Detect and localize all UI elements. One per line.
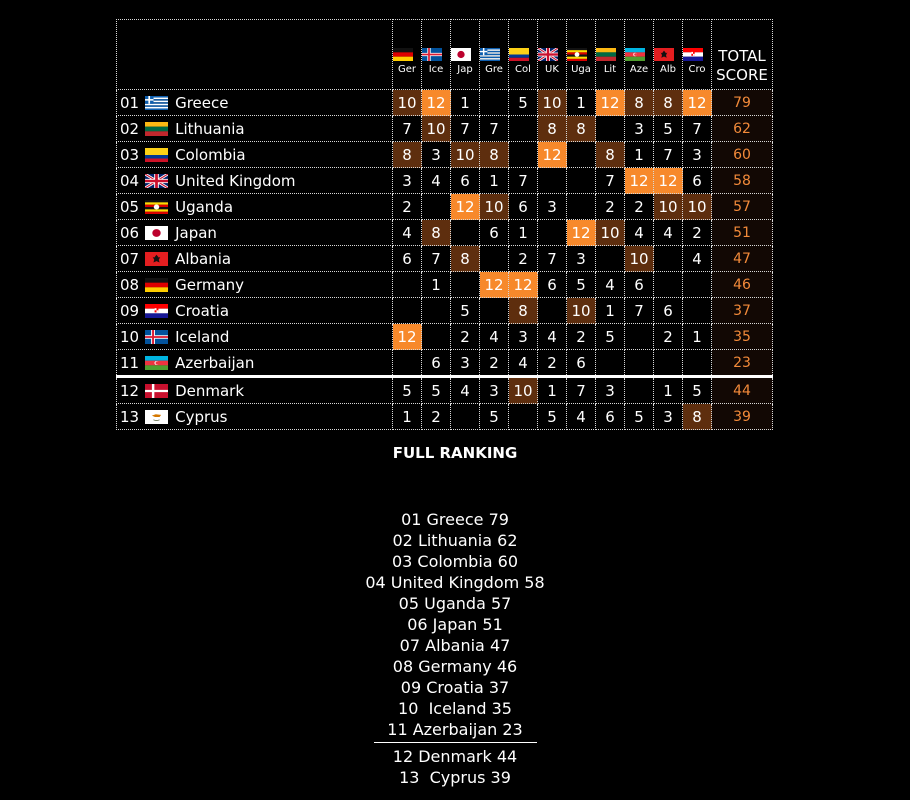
score-cell: 5: [567, 272, 596, 298]
header-corner-cell: [117, 20, 393, 90]
country-cell: [117, 298, 393, 324]
score-cell: [596, 350, 625, 377]
country-cell: [117, 220, 393, 246]
jury-header-label: Uga: [571, 64, 591, 75]
country-cell: [117, 377, 393, 404]
score-cell: 5: [683, 377, 712, 404]
score-cell: 10: [393, 90, 422, 116]
rank-number: 12: [120, 381, 140, 400]
flag-albania-icon: [654, 48, 682, 61]
country-name: Japan: [175, 223, 217, 242]
rank-number: 10: [120, 327, 140, 346]
flag-azerbaijan-icon: [145, 356, 168, 370]
ranking-line: 06 Japan 51: [407, 615, 503, 634]
score-cell: [683, 272, 712, 298]
ranking-line: 08 Germany 46: [392, 657, 518, 676]
ranking-line: 09 Croatia 37: [400, 678, 510, 697]
jury-header-label: Ger: [397, 64, 416, 75]
score-cell: [654, 272, 683, 298]
score-cell: 10: [480, 194, 509, 220]
scoreboard-table: [116, 19, 773, 430]
score-cell: [451, 220, 480, 246]
score-cell: 1: [480, 168, 509, 194]
table-row: [117, 350, 773, 377]
table-row: [117, 272, 773, 298]
score-cell: 7: [509, 168, 538, 194]
score-cell: 2: [422, 404, 451, 430]
score-cell: [654, 350, 683, 377]
ranking-line: 11 Azerbaijan 23: [387, 720, 523, 739]
score-cell: 4: [422, 168, 451, 194]
ranking-line: 03 Colombia 60: [391, 552, 519, 571]
score-cell: 6: [683, 168, 712, 194]
score-cell: 10: [596, 220, 625, 246]
total-score-cell: 46: [712, 272, 773, 298]
score-cell: 10: [538, 90, 567, 116]
scoreboard-header-row: [117, 20, 773, 90]
scoreboard-body: [117, 90, 773, 430]
score-cell: 5: [509, 90, 538, 116]
score-cell: 4: [625, 220, 654, 246]
jury-header-gre: [480, 20, 509, 90]
flag-united-kingdom-icon: [145, 174, 168, 188]
score-cell: [509, 142, 538, 168]
score-cell: 7: [538, 246, 567, 272]
score-cell: [422, 194, 451, 220]
rank-number: 02: [120, 119, 140, 138]
ranking-line: 07 Albania 47: [399, 636, 511, 655]
total-score-header: [712, 20, 773, 90]
score-cell: [625, 350, 654, 377]
flag-iceland-icon: [422, 48, 450, 61]
ranking-line: 12 Denmark 44: [392, 747, 518, 766]
flag-croatia-icon: [683, 48, 711, 61]
flag-croatia-icon: [145, 304, 168, 318]
score-cell: 8: [683, 404, 712, 430]
jury-header-aze: [625, 20, 654, 90]
flag-greece-icon: [145, 96, 168, 110]
score-cell: 1: [422, 272, 451, 298]
score-cell: [654, 246, 683, 272]
flag-uganda-icon: [145, 200, 168, 214]
score-cell: 4: [596, 272, 625, 298]
jury-header-label: Ice: [428, 64, 444, 75]
score-cell: 7: [567, 377, 596, 404]
rank-number: 08: [120, 275, 140, 294]
score-cell: 8: [509, 298, 538, 324]
score-cell: 8: [393, 142, 422, 168]
ranking-line: 10 Iceland 35: [398, 699, 512, 718]
score-cell: 7: [654, 142, 683, 168]
score-cell: 4: [393, 220, 422, 246]
country-name: Germany: [175, 275, 245, 294]
flag-japan-icon: [451, 48, 479, 61]
score-cell: 7: [451, 116, 480, 142]
score-cell: [567, 142, 596, 168]
flag-united-kingdom-icon: [538, 48, 566, 61]
flag-germany-icon: [145, 278, 168, 292]
score-cell: 1: [654, 377, 683, 404]
flag-albania-icon: [145, 252, 168, 266]
score-cell: 5: [625, 404, 654, 430]
score-cell: 10: [451, 142, 480, 168]
score-cell: 12: [538, 142, 567, 168]
score-cell: [480, 298, 509, 324]
score-cell: 3: [596, 377, 625, 404]
table-row: [117, 324, 773, 350]
score-cell: [480, 90, 509, 116]
country-name: Denmark: [175, 381, 245, 400]
table-row: [117, 116, 773, 142]
jury-header-cro: [683, 20, 712, 90]
score-cell: 6: [509, 194, 538, 220]
table-row: [117, 142, 773, 168]
table-row: [117, 194, 773, 220]
total-score-cell: 47: [712, 246, 773, 272]
score-cell: 5: [422, 377, 451, 404]
total-score-cell: 39: [712, 404, 773, 430]
jury-header-lit: [596, 20, 625, 90]
country-name: Albania: [175, 249, 232, 268]
score-cell: 3: [538, 194, 567, 220]
score-cell: 1: [596, 298, 625, 324]
score-cell: 8: [625, 90, 654, 116]
score-cell: 2: [480, 350, 509, 377]
score-cell: 3: [683, 142, 712, 168]
total-score-cell: 51: [712, 220, 773, 246]
score-cell: 8: [480, 142, 509, 168]
flag-lithuania-icon: [145, 122, 168, 136]
score-cell: 8: [654, 90, 683, 116]
table-row: [117, 168, 773, 194]
table-row: [117, 298, 773, 324]
score-cell: 12: [509, 272, 538, 298]
country-name: Lithuania: [175, 119, 245, 138]
flag-iceland-icon: [145, 330, 168, 344]
score-cell: 2: [567, 324, 596, 350]
score-cell: 1: [567, 90, 596, 116]
score-cell: 12: [480, 272, 509, 298]
jury-header-col: [509, 20, 538, 90]
country-cell: [117, 194, 393, 220]
country-cell: [117, 116, 393, 142]
score-cell: 10: [509, 377, 538, 404]
score-cell: 12: [683, 90, 712, 116]
score-cell: 4: [654, 220, 683, 246]
score-cell: 1: [393, 404, 422, 430]
score-cell: 7: [683, 116, 712, 142]
score-cell: [393, 350, 422, 377]
score-cell: 6: [654, 298, 683, 324]
country-cell: [117, 90, 393, 116]
flag-azerbaijan-icon: [625, 48, 653, 61]
score-cell: 7: [596, 168, 625, 194]
country-name: Croatia: [175, 301, 230, 320]
score-cell: 12: [567, 220, 596, 246]
ranking-divider: [374, 742, 537, 743]
score-cell: 8: [596, 142, 625, 168]
rank-number: 13: [120, 407, 140, 426]
country-name: Azerbaijan: [175, 353, 255, 372]
total-score-cell: 58: [712, 168, 773, 194]
score-cell: 6: [480, 220, 509, 246]
total-score-cell: 35: [712, 324, 773, 350]
country-name: Greece: [175, 93, 229, 112]
jury-header-label: UK: [545, 64, 559, 75]
score-cell: 5: [654, 116, 683, 142]
jury-header-uga: [567, 20, 596, 90]
country-name: Iceland: [175, 327, 230, 346]
score-cell: [625, 324, 654, 350]
score-cell: 10: [567, 298, 596, 324]
ranking-line: 01 Greece 79: [401, 510, 509, 529]
ranking-line: 13 Cyprus 39: [399, 768, 511, 787]
country-cell: [117, 324, 393, 350]
score-cell: [422, 298, 451, 324]
jury-header-label: Lit: [603, 64, 617, 75]
score-cell: 7: [393, 116, 422, 142]
country-cell: [117, 350, 393, 377]
score-cell: 1: [625, 142, 654, 168]
jury-header-ger: [393, 20, 422, 90]
score-cell: 4: [567, 404, 596, 430]
score-cell: 6: [625, 272, 654, 298]
score-cell: 5: [393, 377, 422, 404]
total-score-header-line: SCORE: [716, 66, 768, 84]
score-cell: 6: [451, 168, 480, 194]
total-score-cell: 57: [712, 194, 773, 220]
score-cell: 3: [422, 142, 451, 168]
country-name: Uganda: [175, 197, 234, 216]
country-cell: [117, 246, 393, 272]
score-cell: 12: [393, 324, 422, 350]
score-cell: [683, 350, 712, 377]
score-cell: [393, 298, 422, 324]
rank-number: 04: [120, 171, 140, 190]
score-cell: 5: [596, 324, 625, 350]
score-cell: 4: [451, 377, 480, 404]
score-cell: 3: [509, 324, 538, 350]
score-cell: 8: [567, 116, 596, 142]
score-cell: 3: [480, 377, 509, 404]
score-cell: [393, 272, 422, 298]
full-ranking-title: FULL RANKING: [392, 444, 518, 462]
score-cell: 12: [625, 168, 654, 194]
score-cell: 12: [654, 168, 683, 194]
score-cell: 10: [422, 116, 451, 142]
score-cell: 12: [596, 90, 625, 116]
country-name: Colombia: [175, 145, 246, 164]
score-cell: 10: [654, 194, 683, 220]
total-score-cell: 60: [712, 142, 773, 168]
score-cell: [567, 168, 596, 194]
score-cell: 6: [422, 350, 451, 377]
full-ranking-list: [0, 509, 910, 788]
score-cell: 6: [538, 272, 567, 298]
score-cell: 7: [422, 246, 451, 272]
score-cell: 5: [480, 404, 509, 430]
total-score-cell: 79: [712, 90, 773, 116]
ranking-line: 02 Lithuania 62: [392, 531, 518, 550]
ranking-line: 05 Uganda 57: [398, 594, 512, 613]
score-cell: 6: [596, 404, 625, 430]
score-cell: 6: [567, 350, 596, 377]
score-cell: 2: [596, 194, 625, 220]
country-name: United Kingdom: [175, 171, 296, 190]
score-cell: 1: [683, 324, 712, 350]
score-cell: 10: [625, 246, 654, 272]
total-score-cell: 44: [712, 377, 773, 404]
total-score-cell: 62: [712, 116, 773, 142]
flag-germany-icon: [393, 48, 421, 61]
country-cell: [117, 142, 393, 168]
jury-header-label: Alb: [660, 64, 676, 75]
score-cell: [538, 220, 567, 246]
total-score-cell: 37: [712, 298, 773, 324]
jury-header-alb: [654, 20, 683, 90]
score-cell: 2: [654, 324, 683, 350]
table-row: [117, 246, 773, 272]
score-cell: [683, 298, 712, 324]
score-cell: 2: [625, 194, 654, 220]
score-cell: [538, 168, 567, 194]
jury-header-uk: [538, 20, 567, 90]
jury-header-jap: [451, 20, 480, 90]
score-cell: 3: [567, 246, 596, 272]
flag-colombia-icon: [145, 148, 168, 162]
score-cell: [567, 194, 596, 220]
table-row: [117, 404, 773, 430]
score-cell: 2: [509, 246, 538, 272]
score-cell: 3: [393, 168, 422, 194]
country-cell: [117, 404, 393, 430]
flag-greece-icon: [480, 48, 508, 61]
country-cell: [117, 168, 393, 194]
score-cell: 12: [422, 90, 451, 116]
flag-colombia-icon: [509, 48, 537, 61]
score-cell: 8: [422, 220, 451, 246]
rank-number: 06: [120, 223, 140, 242]
score-cell: 8: [538, 116, 567, 142]
score-cell: [538, 298, 567, 324]
score-cell: 3: [654, 404, 683, 430]
score-cell: 5: [451, 298, 480, 324]
flag-japan-icon: [145, 226, 168, 240]
score-cell: 3: [451, 350, 480, 377]
jury-header-ice: [422, 20, 451, 90]
score-cell: [451, 404, 480, 430]
score-cell: [451, 272, 480, 298]
score-cell: 7: [480, 116, 509, 142]
score-cell: 10: [683, 194, 712, 220]
jury-header-label: Cro: [688, 64, 706, 75]
total-score-header-line: TOTAL: [718, 47, 766, 65]
score-cell: 4: [480, 324, 509, 350]
score-cell: 7: [625, 298, 654, 324]
rank-number: 11: [120, 353, 140, 372]
score-cell: 5: [538, 404, 567, 430]
score-cell: 12: [451, 194, 480, 220]
score-cell: [480, 246, 509, 272]
score-cell: 2: [451, 324, 480, 350]
total-score-cell: 23: [712, 350, 773, 377]
score-cell: 8: [451, 246, 480, 272]
score-cell: 1: [538, 377, 567, 404]
ranking-line: 04 United Kingdom 58: [365, 573, 545, 592]
score-cell: 4: [538, 324, 567, 350]
score-cell: [422, 324, 451, 350]
jury-header-label: Col: [515, 64, 531, 75]
score-cell: 4: [509, 350, 538, 377]
score-cell: 1: [451, 90, 480, 116]
score-cell: [509, 404, 538, 430]
table-row: [117, 220, 773, 246]
rank-number: 01: [120, 93, 140, 112]
score-cell: 2: [538, 350, 567, 377]
rank-number: 07: [120, 249, 140, 268]
flag-denmark-icon: [145, 384, 168, 398]
jury-header-label: Aze: [629, 64, 649, 75]
flag-uganda-icon: [567, 48, 595, 61]
rank-number: 03: [120, 145, 140, 164]
flag-lithuania-icon: [596, 48, 624, 61]
jury-header-label: Gre: [485, 64, 503, 75]
rank-number: 05: [120, 197, 140, 216]
score-cell: 3: [625, 116, 654, 142]
table-row: [117, 90, 773, 116]
score-cell: [625, 377, 654, 404]
country-name: Cyprus: [175, 407, 228, 426]
flag-cyprus-icon: [145, 410, 168, 424]
score-cell: 2: [683, 220, 712, 246]
score-cell: 4: [683, 246, 712, 272]
rank-number: 09: [120, 301, 140, 320]
score-cell: [509, 116, 538, 142]
score-cell: [596, 246, 625, 272]
score-cell: [596, 116, 625, 142]
jury-header-label: Jap: [457, 64, 473, 75]
score-cell: 6: [393, 246, 422, 272]
country-cell: [117, 272, 393, 298]
score-cell: 2: [393, 194, 422, 220]
table-row: [117, 377, 773, 404]
score-cell: 1: [509, 220, 538, 246]
